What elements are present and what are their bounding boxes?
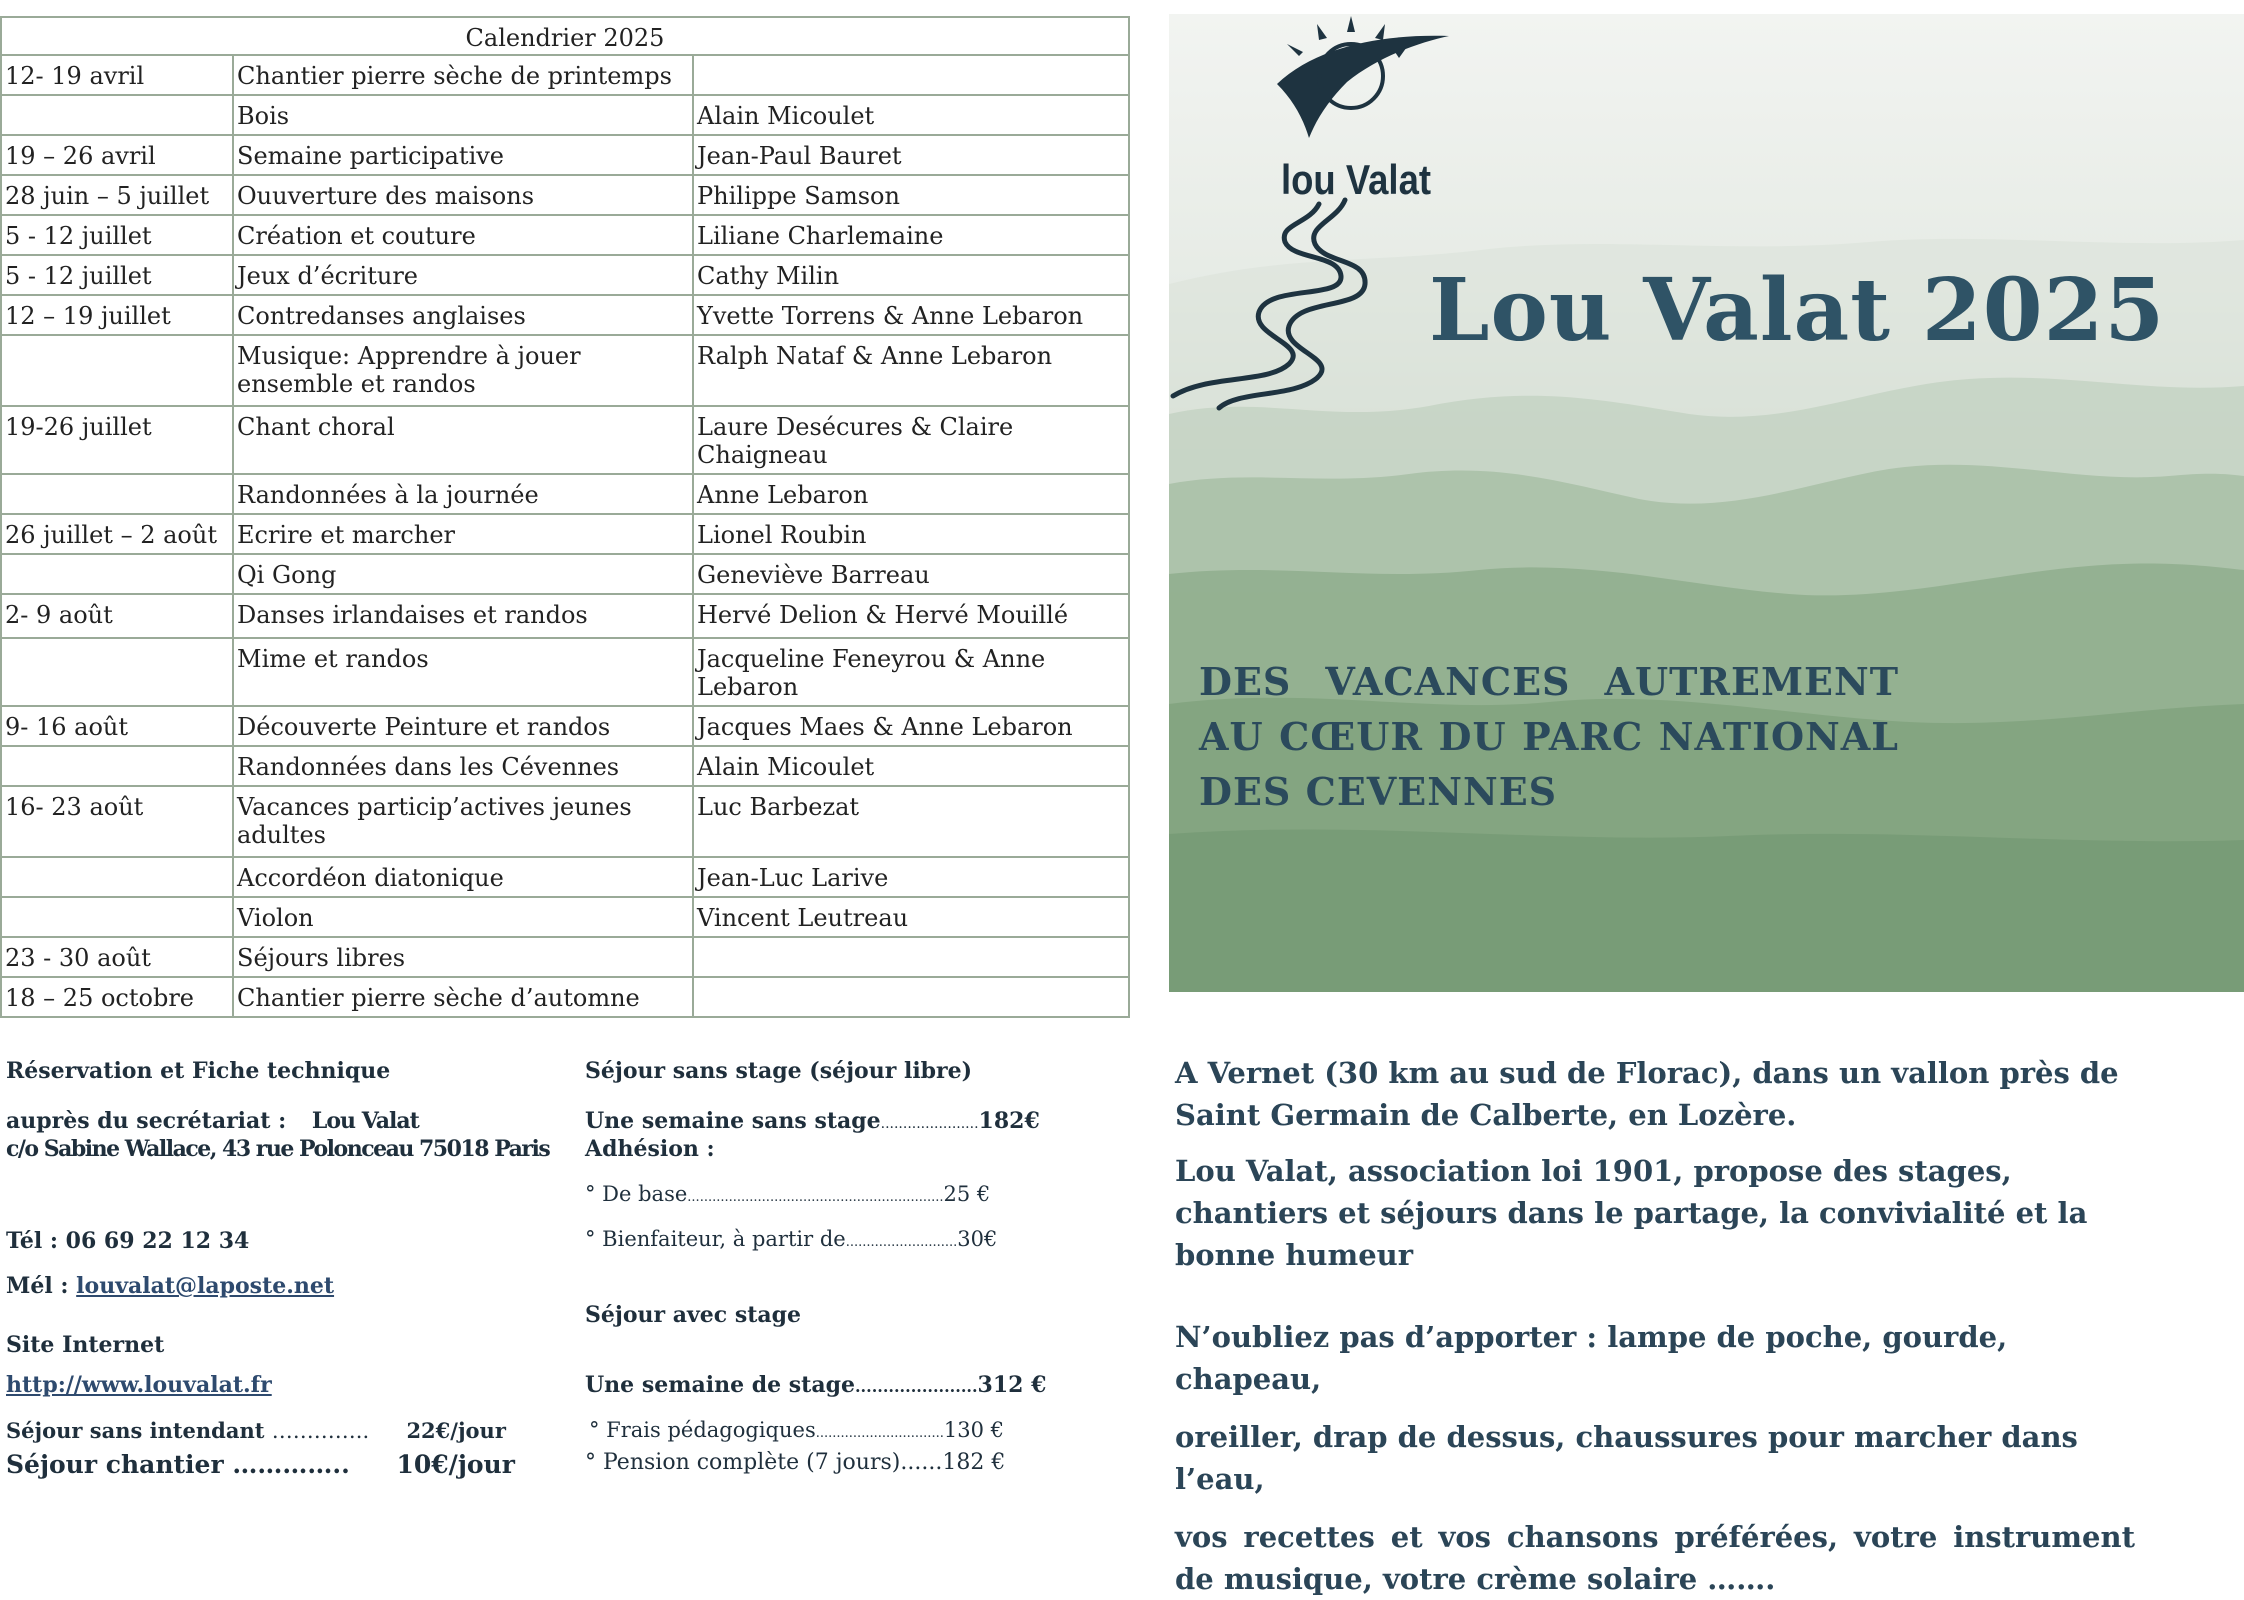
row-stage: Violon (233, 897, 693, 937)
table-row (1, 474, 1129, 514)
table-row (1, 857, 1129, 897)
libre-week-label: Une semaine sans stage (585, 1108, 881, 1134)
row-date (1, 897, 233, 937)
table-row (1, 406, 1129, 474)
row-stage: Qi Gong (233, 554, 693, 594)
row-leader: Philippe Samson (693, 175, 1129, 215)
email-label: Mél : (6, 1273, 69, 1299)
table-row (1, 175, 1129, 215)
price-chantier (6, 1450, 515, 1479)
row-stage: Contredanses anglaises (233, 295, 693, 335)
stage-week-line (585, 1372, 1046, 1398)
row-stage: Chantier pierre sèche de printemps (233, 55, 693, 95)
libre-week-line (585, 1108, 1040, 1134)
calendar-table (0, 16, 1130, 1018)
description-block (1175, 1052, 2135, 1600)
row-leader: Lionel Roubin (693, 514, 1129, 554)
table-row (1, 215, 1129, 255)
pension-line (585, 1450, 1005, 1475)
row-leader: Jacques Maes & Anne Lebaron (693, 706, 1129, 746)
site-label: Site Internet (6, 1332, 165, 1358)
row-stage: Jeux d’écriture (233, 255, 693, 295)
row-date (1, 95, 233, 135)
cover-panel (1169, 14, 2244, 992)
reservation-heading: Réservation et Fiche technique (6, 1058, 391, 1084)
site-link-wrap (6, 1372, 272, 1398)
table-row (1, 95, 1129, 135)
table-row (1, 897, 1129, 937)
row-leader: Liliane Charlemaine (693, 215, 1129, 255)
row-date (1, 335, 233, 406)
row-date (1, 857, 233, 897)
table-row (1, 638, 1129, 706)
table-row (1, 135, 1129, 175)
price-sans-intendant (6, 1418, 506, 1443)
pension-label: ° Pension complète (7 jours) (585, 1450, 901, 1475)
libre-heading: Séjour sans stage (séjour libre) (585, 1058, 973, 1084)
bienfaiteur-line (585, 1227, 997, 1251)
row-leader: Jacqueline Feneyrou & Anne Lebaron (693, 638, 1129, 706)
bienfaiteur-dots: ........................... (845, 1235, 958, 1250)
chantier-price: 10€/jour (396, 1450, 515, 1479)
row-stage: Semaine participative (233, 135, 693, 175)
table-row (1, 335, 1129, 406)
calendar-title: Calendrier 2025 (1, 17, 1129, 55)
stage-heading: Séjour avec stage (585, 1302, 802, 1328)
adhesion-label: Adhésion : (585, 1136, 715, 1162)
table-row (1, 786, 1129, 857)
row-stage: Accordéon diatonique (233, 857, 693, 897)
row-date (1, 474, 233, 514)
description-association: Lou Valat, association loi 1901, propose des stages, chantiers et séjours dans le partage, la convivialité et la bonne humeur (1175, 1154, 2088, 1272)
row-stage: Danses irlandaises et randos (233, 594, 693, 638)
row-leader: Luc Barbezat (693, 786, 1129, 857)
row-stage: Mime et randos (233, 638, 693, 706)
bienfaiteur-label: ° Bienfaiteur, à partir de (585, 1227, 846, 1251)
table-row (1, 746, 1129, 786)
row-leader: Jean-Paul Bauret (693, 135, 1129, 175)
row-leader: Anne Lebaron (693, 474, 1129, 514)
website-link[interactable]: http://www.louvalat.fr (6, 1372, 272, 1398)
row-stage: Vacances particip’actives jeunes adultes (233, 786, 693, 857)
row-leader: Alain Micoulet (693, 95, 1129, 135)
row-date: 12 – 19 juillet (1, 295, 233, 335)
slogan: DES VACANCES AUTREMENT AU CŒUR DU PARC NATIONAL DES CEVENNES (1199, 659, 1899, 814)
chantier-dots: ………….. (232, 1450, 350, 1479)
table-row (1, 295, 1129, 335)
stage-week-price: 312 € (977, 1372, 1047, 1398)
base-label: ° De base (585, 1182, 688, 1206)
row-date: 18 – 25 octobre (1, 977, 233, 1017)
row-stage: Chant choral (233, 406, 693, 474)
row-date: 5 - 12 juillet (1, 215, 233, 255)
table-row (1, 514, 1129, 554)
row-leader (693, 937, 1129, 977)
base-line (585, 1182, 990, 1206)
table-row (1, 937, 1129, 977)
row-leader: Ralph Nataf & Anne Lebaron (693, 335, 1129, 406)
row-leader: Geneviève Barreau (693, 554, 1129, 594)
row-date (1, 638, 233, 706)
row-leader: Hervé Delion & Hervé Mouillé (693, 594, 1129, 638)
chantier-label: Séjour chantier (6, 1450, 224, 1479)
logo-text: lou Valat (1281, 156, 1432, 203)
secretariat-line (6, 1108, 419, 1134)
row-date: 12- 19 avril (1, 55, 233, 95)
frais-price: 130 € (943, 1418, 1004, 1442)
pension-price: 182 € (942, 1450, 1006, 1475)
row-stage: Randonnées à la journée (233, 474, 693, 514)
row-stage: Création et couture (233, 215, 693, 255)
table-row (1, 977, 1129, 1017)
email-line (6, 1273, 334, 1299)
frais-dots: ............................... (815, 1426, 944, 1441)
row-stage: Bois (233, 95, 693, 135)
row-stage: Musique: Apprendre à jouer ensemble et randos (233, 335, 693, 406)
sans-intendant-dots: ………….. (271, 1419, 370, 1443)
pension-dots: ...... (900, 1450, 943, 1475)
stage-week-dots: ...................... (854, 1377, 978, 1396)
row-date: 16- 23 août (1, 786, 233, 857)
row-stage: Ecrire et marcher (233, 514, 693, 554)
table-row (1, 706, 1129, 746)
postal-address: c/o Sabine Wallace, 43 rue Polonceau 75018 Paris (6, 1136, 550, 1162)
row-leader: Laure Desécures & Claire Chaigneau (693, 406, 1129, 474)
bienfaiteur-price: 30€ (957, 1227, 998, 1251)
sans-intendant-label: Séjour sans intendant (6, 1418, 265, 1443)
row-stage: Randonnées dans les Cévennes (233, 746, 693, 786)
base-dots: .............................................................. (687, 1190, 944, 1205)
row-leader: Vincent Leutreau (693, 897, 1129, 937)
row-stage: Ouuverture des maisons (233, 175, 693, 215)
brand-title: Lou Valat 2025 (1429, 260, 2166, 361)
row-stage: Chantier pierre sèche d’automne (233, 977, 693, 1017)
row-leader: Cathy Milin (693, 255, 1129, 295)
email-link[interactable]: louvalat@laposte.net (76, 1273, 335, 1299)
frais-label: ° Frais pédagogiques (589, 1418, 816, 1442)
row-date: 2- 9 août (1, 594, 233, 638)
sans-intendant-price: 22€/jour (406, 1418, 506, 1443)
description-bring-3: vos recettes et vos chansons préférées, votre instrument de musique, votre crème solaire ……. (1175, 1520, 2135, 1596)
table-row (1, 594, 1129, 638)
description-location: A Vernet (30 km au sud de Florac), dans un vallon près de Saint Germain de Calberte, en Lozère. (1175, 1056, 2119, 1132)
row-date: 23 - 30 août (1, 937, 233, 977)
libre-week-price: 182€ (978, 1108, 1040, 1134)
description-bring-1: N’oubliez pas d’apporter : lampe de poche, gourde, chapeau, (1175, 1320, 2008, 1396)
table-row (1, 255, 1129, 295)
row-leader (693, 977, 1129, 1017)
libre-week-dots: ...................... (880, 1116, 979, 1132)
row-date: 26 juillet – 2 août (1, 514, 233, 554)
stage-week-label: Une semaine de stage (585, 1372, 855, 1398)
row-stage: Séjours libres (233, 937, 693, 977)
row-date: 19 – 26 avril (1, 135, 233, 175)
phone-number: Tél : 06 69 22 12 34 (6, 1228, 250, 1254)
row-date: 5 - 12 juillet (1, 255, 233, 295)
row-stage: Découverte Peinture et randos (233, 706, 693, 746)
row-leader: Alain Micoulet (693, 746, 1129, 786)
row-date (1, 554, 233, 594)
description-bring-2: oreiller, drap de dessus, chaussures pour marcher dans l’eau, (1175, 1420, 2078, 1496)
row-leader (693, 55, 1129, 95)
base-price: 25 € (943, 1182, 991, 1206)
secretariat-label: auprès du secrétariat : (6, 1108, 287, 1134)
row-date: 9- 16 août (1, 706, 233, 746)
frais-line (589, 1418, 1004, 1442)
row-leader: Yvette Torrens & Anne Lebaron (693, 295, 1129, 335)
table-row (1, 554, 1129, 594)
row-date: 19-26 juillet (1, 406, 233, 474)
secretariat-name: Lou Valat (311, 1108, 419, 1134)
row-date (1, 746, 233, 786)
row-leader: Jean-Luc Larive (693, 857, 1129, 897)
row-date: 28 juin – 5 juillet (1, 175, 233, 215)
table-row (1, 55, 1129, 95)
